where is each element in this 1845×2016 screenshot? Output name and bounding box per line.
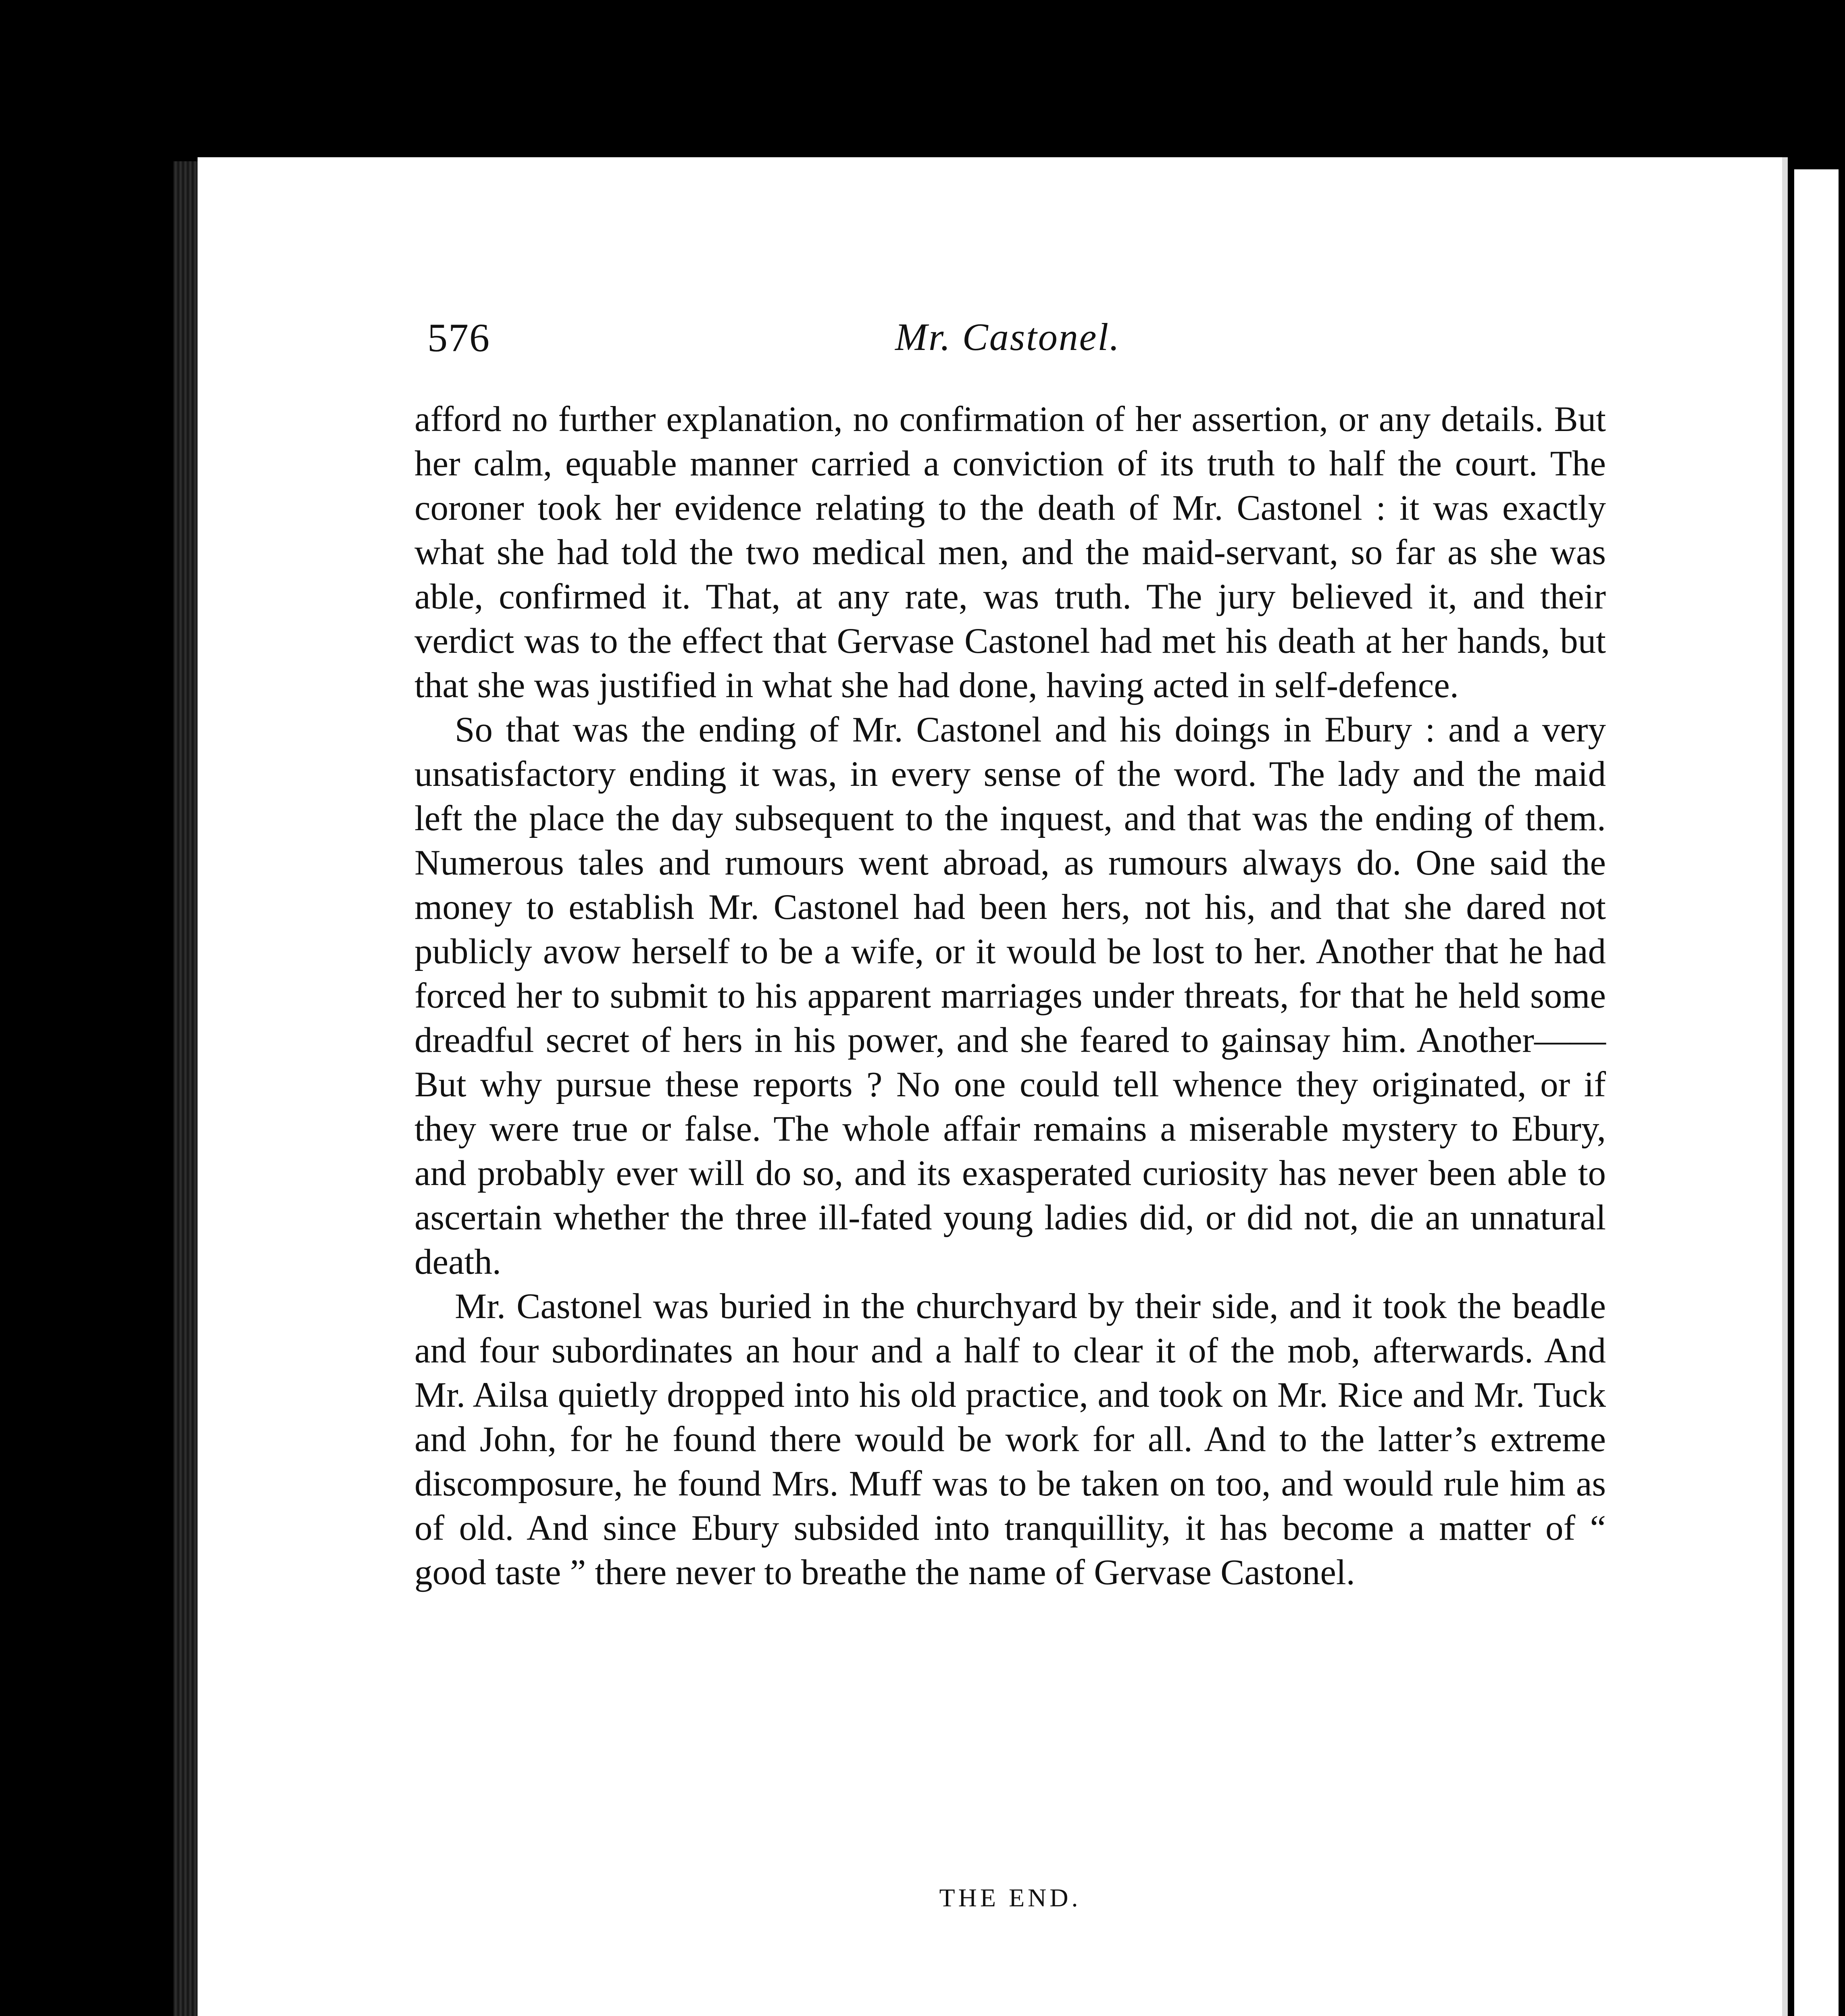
windmill-landscape-illustration [480, 2012, 1520, 2016]
page-header [427, 314, 1609, 375]
running-title: Mr. Castonel. [895, 315, 1121, 358]
page-number: 576 [427, 315, 490, 360]
the-end-label: THE END. [939, 1883, 1081, 1912]
book-spine [173, 161, 198, 2016]
paragraph: Mr. Castonel was buried in the churchyard by their side, and it took the beadle and four subordinates an hour and a half to clear it of the mob, afterwards. And Mr. Ailsa quietly dropped into his old practice, and took on Mr. Rice and Mr. Tuck and John, for he found there would be work for all. And to the latter’s extreme discomposure, he found Mrs. Muff was to be taken on too, and would rule him as of old. And since Ebury subsided into tranquillity, it has become a matter of “ good taste ” there never to breathe the name of Gervase Castonel. [414, 1287, 1606, 1592]
paragraph: So that was the ending of Mr. Castonel and his doings in Ebury : and a very unsatisfactory ending it was, in every sense of the word. The lady and the maid left the place the day subsequent to the inquest, and that was the ending of them. Numerous tales and rumours went abroad, as rumours always do. One said the money to establish Mr. Castonel had been hers, not his, and that she dared not publicly avow herself to be a wife, or it would be lost to her. Another that he had forced her to submit to his apparent marriages under threats, for that he held some dreadful secret of hers in his power, and she feared to gainsay him. Another—— But why pursue these reports ? No one could tell whence they originated, or if they were true or false. The whole affair remains a miserable mystery to Ebury, and probably ever will do so, and its exasperated curiosity has never been able to ascertain whether the three ill-fated young ladies did, or did not, die an unnatural death. [414, 710, 1606, 1282]
paragraph: afford no further explanation, no confirmation of her assertion, or any details. But her calm, equable manner carried a conviction of its truth to half the court. The coroner took her evidence relating to the death of Mr. Castonel : it was exactly what she had told the two medical men, and the maid-servant, so far as she was able, confirmed it. That, at any rate, was truth. The jury believed it, and their verdict was to the effect that Gervase Castonel had met his death at her hands, but that she was justified in what she had done, having acted in self-defence. [414, 400, 1606, 705]
facing-page-edge [1790, 169, 1845, 2016]
body-text [414, 397, 1606, 1595]
